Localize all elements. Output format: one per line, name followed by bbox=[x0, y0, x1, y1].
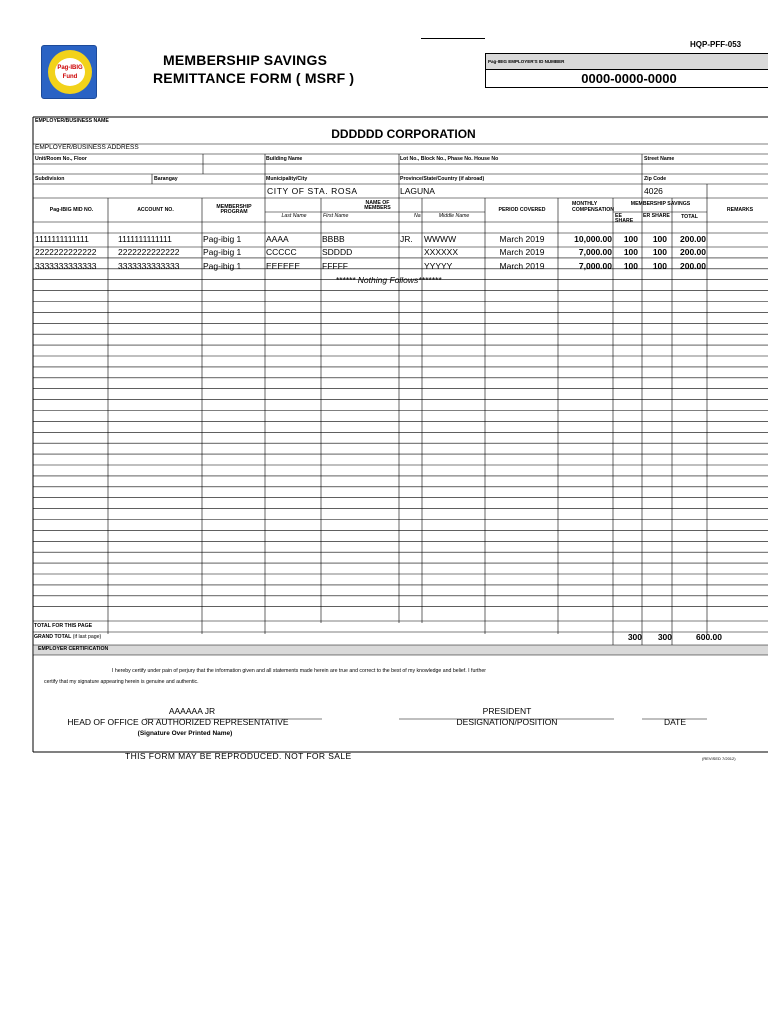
nothing-follows: ****** Nothing Follows******* bbox=[335, 275, 442, 285]
cell-first[interactable]: FFFFF bbox=[322, 261, 348, 271]
col-last-header: Last Name bbox=[281, 213, 307, 219]
subdivision-label: Subdivision bbox=[35, 176, 65, 182]
cell-account[interactable]: 2222222222222 bbox=[118, 247, 180, 257]
grand-ee: 300 bbox=[627, 632, 642, 642]
certification-heading: EMPLOYER CERTIFICATION bbox=[38, 646, 109, 652]
cell-middle[interactable]: WWWW bbox=[424, 234, 457, 244]
cell-first[interactable]: BBBB bbox=[322, 234, 345, 244]
unit-label: Unit/Room No., Floor bbox=[35, 156, 87, 162]
cell-mid[interactable]: 3333333333333 bbox=[35, 261, 97, 271]
employer-name-label: EMPLOYER/BUSINESS NAME bbox=[35, 118, 109, 124]
cell-last[interactable]: EEEEEE bbox=[266, 261, 301, 271]
logo-text: Pag-IBIG Fund bbox=[55, 58, 85, 86]
cell-ee[interactable]: 100 bbox=[623, 261, 638, 271]
barangay-label: Barangay bbox=[154, 176, 178, 182]
reproduction-notice: THIS FORM MAY BE REPRODUCED. NOT FOR SALE bbox=[125, 751, 352, 761]
col-total-header: TOTAL bbox=[681, 214, 698, 220]
employer-id-value[interactable]: 0000-0000-0000 bbox=[581, 71, 677, 86]
grand-er: 300 bbox=[657, 632, 672, 642]
lot-label: Lot No., Block No., Phase No. House No bbox=[400, 156, 499, 162]
col-ee-header: EE SHARE bbox=[615, 213, 634, 225]
cell-period[interactable]: March 2019 bbox=[499, 247, 545, 257]
cell-middle[interactable]: YYYYY bbox=[424, 261, 453, 271]
cell-last[interactable]: CCCCC bbox=[266, 247, 297, 257]
zip-label: Zip Code bbox=[644, 176, 667, 182]
province-label: Province/State/Country (if abroad) bbox=[400, 176, 485, 182]
col-ext-header: Na bbox=[414, 213, 421, 219]
grand-total-value: 600.00 bbox=[696, 632, 722, 642]
col-period-header: PERIOD COVERED bbox=[498, 207, 546, 213]
cell-program[interactable]: Pag-ibig 1 bbox=[203, 261, 242, 271]
date-label: DATE bbox=[663, 717, 687, 727]
designation-label: DESIGNATION/POSITION bbox=[456, 717, 558, 727]
street-label: Street Name bbox=[644, 156, 675, 162]
cell-period[interactable]: March 2019 bbox=[499, 261, 545, 271]
col-account-header: ACCOUNT NO. bbox=[137, 207, 174, 213]
signatory-name[interactable]: AAAAAA JR bbox=[168, 706, 216, 716]
cell-middle[interactable]: XXXXXX bbox=[424, 247, 459, 257]
cell-comp[interactable]: 7,000.00 bbox=[578, 247, 612, 257]
cell-comp[interactable]: 7,000.00 bbox=[578, 261, 612, 271]
cell-account[interactable]: 3333333333333 bbox=[118, 261, 180, 271]
cell-comp[interactable]: 10,000.00 bbox=[574, 234, 612, 244]
cell-ext[interactable]: JR. bbox=[400, 234, 413, 244]
col-first-header: First Name bbox=[323, 213, 349, 219]
cell-total[interactable]: 200.00 bbox=[680, 261, 706, 271]
cell-account[interactable]: 1111111111111 bbox=[118, 234, 172, 244]
cell-er[interactable]: 100 bbox=[652, 247, 667, 257]
col-comp-header: MONTHLY COMPENSATION bbox=[572, 201, 614, 213]
col-names-header: NAME OF MEMBERS bbox=[364, 200, 391, 212]
page-total-label: TOTAL FOR THIS PAGE bbox=[34, 623, 93, 629]
form-title-line1: MEMBERSHIP SAVINGS bbox=[163, 52, 328, 68]
cell-ee[interactable]: 100 bbox=[623, 234, 638, 244]
employer-address-label: EMPLOYER/BUSINESS ADDRESS bbox=[35, 144, 139, 151]
certification-line1: I hereby certify under pain of perjury that the information given and all statements made herein are true and correct to the best of my knowledge and belief. I further bbox=[112, 668, 486, 674]
cell-total[interactable]: 200.00 bbox=[680, 234, 706, 244]
municipality-value[interactable]: CITY OF STA. ROSA bbox=[267, 186, 358, 196]
grand-total-label: GRAND TOTAL (if last page) bbox=[34, 634, 102, 640]
cell-total[interactable]: 200.00 bbox=[680, 247, 706, 257]
cell-ee[interactable]: 100 bbox=[623, 247, 638, 257]
signatory-label: HEAD OF OFFICE OR AUTHORIZED REPRESENTATIVE bbox=[67, 717, 289, 727]
employer-id-label: Pag-IBIG EMPLOYER'S ID NUMBER bbox=[486, 54, 768, 70]
certification-line2: certify that my signature appearing herein is genuine and authentic. bbox=[44, 679, 199, 685]
col-er-header: ER SHARE bbox=[643, 213, 670, 219]
cell-last[interactable]: AAAA bbox=[266, 234, 289, 244]
cell-er[interactable]: 100 bbox=[652, 261, 667, 271]
municipality-label: Municipality/City bbox=[266, 176, 308, 182]
cell-first[interactable]: SDDDD bbox=[322, 247, 353, 257]
col-program-header: MEMBERSHIP PROGRAM bbox=[216, 204, 252, 216]
designation-value[interactable]: PRESIDENT bbox=[482, 706, 532, 716]
form-title-line2: REMITTANCE FORM ( MSRF ) bbox=[153, 70, 355, 86]
col-remarks-header: REMARKS bbox=[726, 207, 754, 213]
cell-period[interactable]: March 2019 bbox=[499, 234, 545, 244]
building-label: Building Name bbox=[266, 156, 303, 162]
shaded-band bbox=[34, 645, 768, 655]
cell-er[interactable]: 100 bbox=[652, 234, 667, 244]
cell-program[interactable]: Pag-ibig 1 bbox=[203, 247, 242, 257]
col-savings-header: MEMBERSHIP SAVINGS bbox=[630, 201, 691, 207]
zip-value[interactable]: 4026 bbox=[644, 186, 663, 196]
employer-name[interactable]: DDDDDD CORPORATION bbox=[331, 127, 476, 141]
cell-mid[interactable]: 2222222222222 bbox=[35, 247, 97, 257]
cell-mid[interactable]: 1111111111111 bbox=[35, 234, 89, 244]
cell-program[interactable]: Pag-ibig 1 bbox=[203, 234, 242, 244]
signatory-note: (Signature Over Printed Name) bbox=[137, 730, 233, 737]
col-mid-header: Pag-IBIG MID NO. bbox=[49, 207, 94, 213]
revision-note: (REVISED 7/2012) bbox=[702, 756, 736, 761]
province-value[interactable]: LAGUNA bbox=[400, 186, 435, 196]
col-middle-header: Middle Name bbox=[438, 213, 470, 219]
form-code: HQP-PFF-053 bbox=[690, 40, 742, 49]
